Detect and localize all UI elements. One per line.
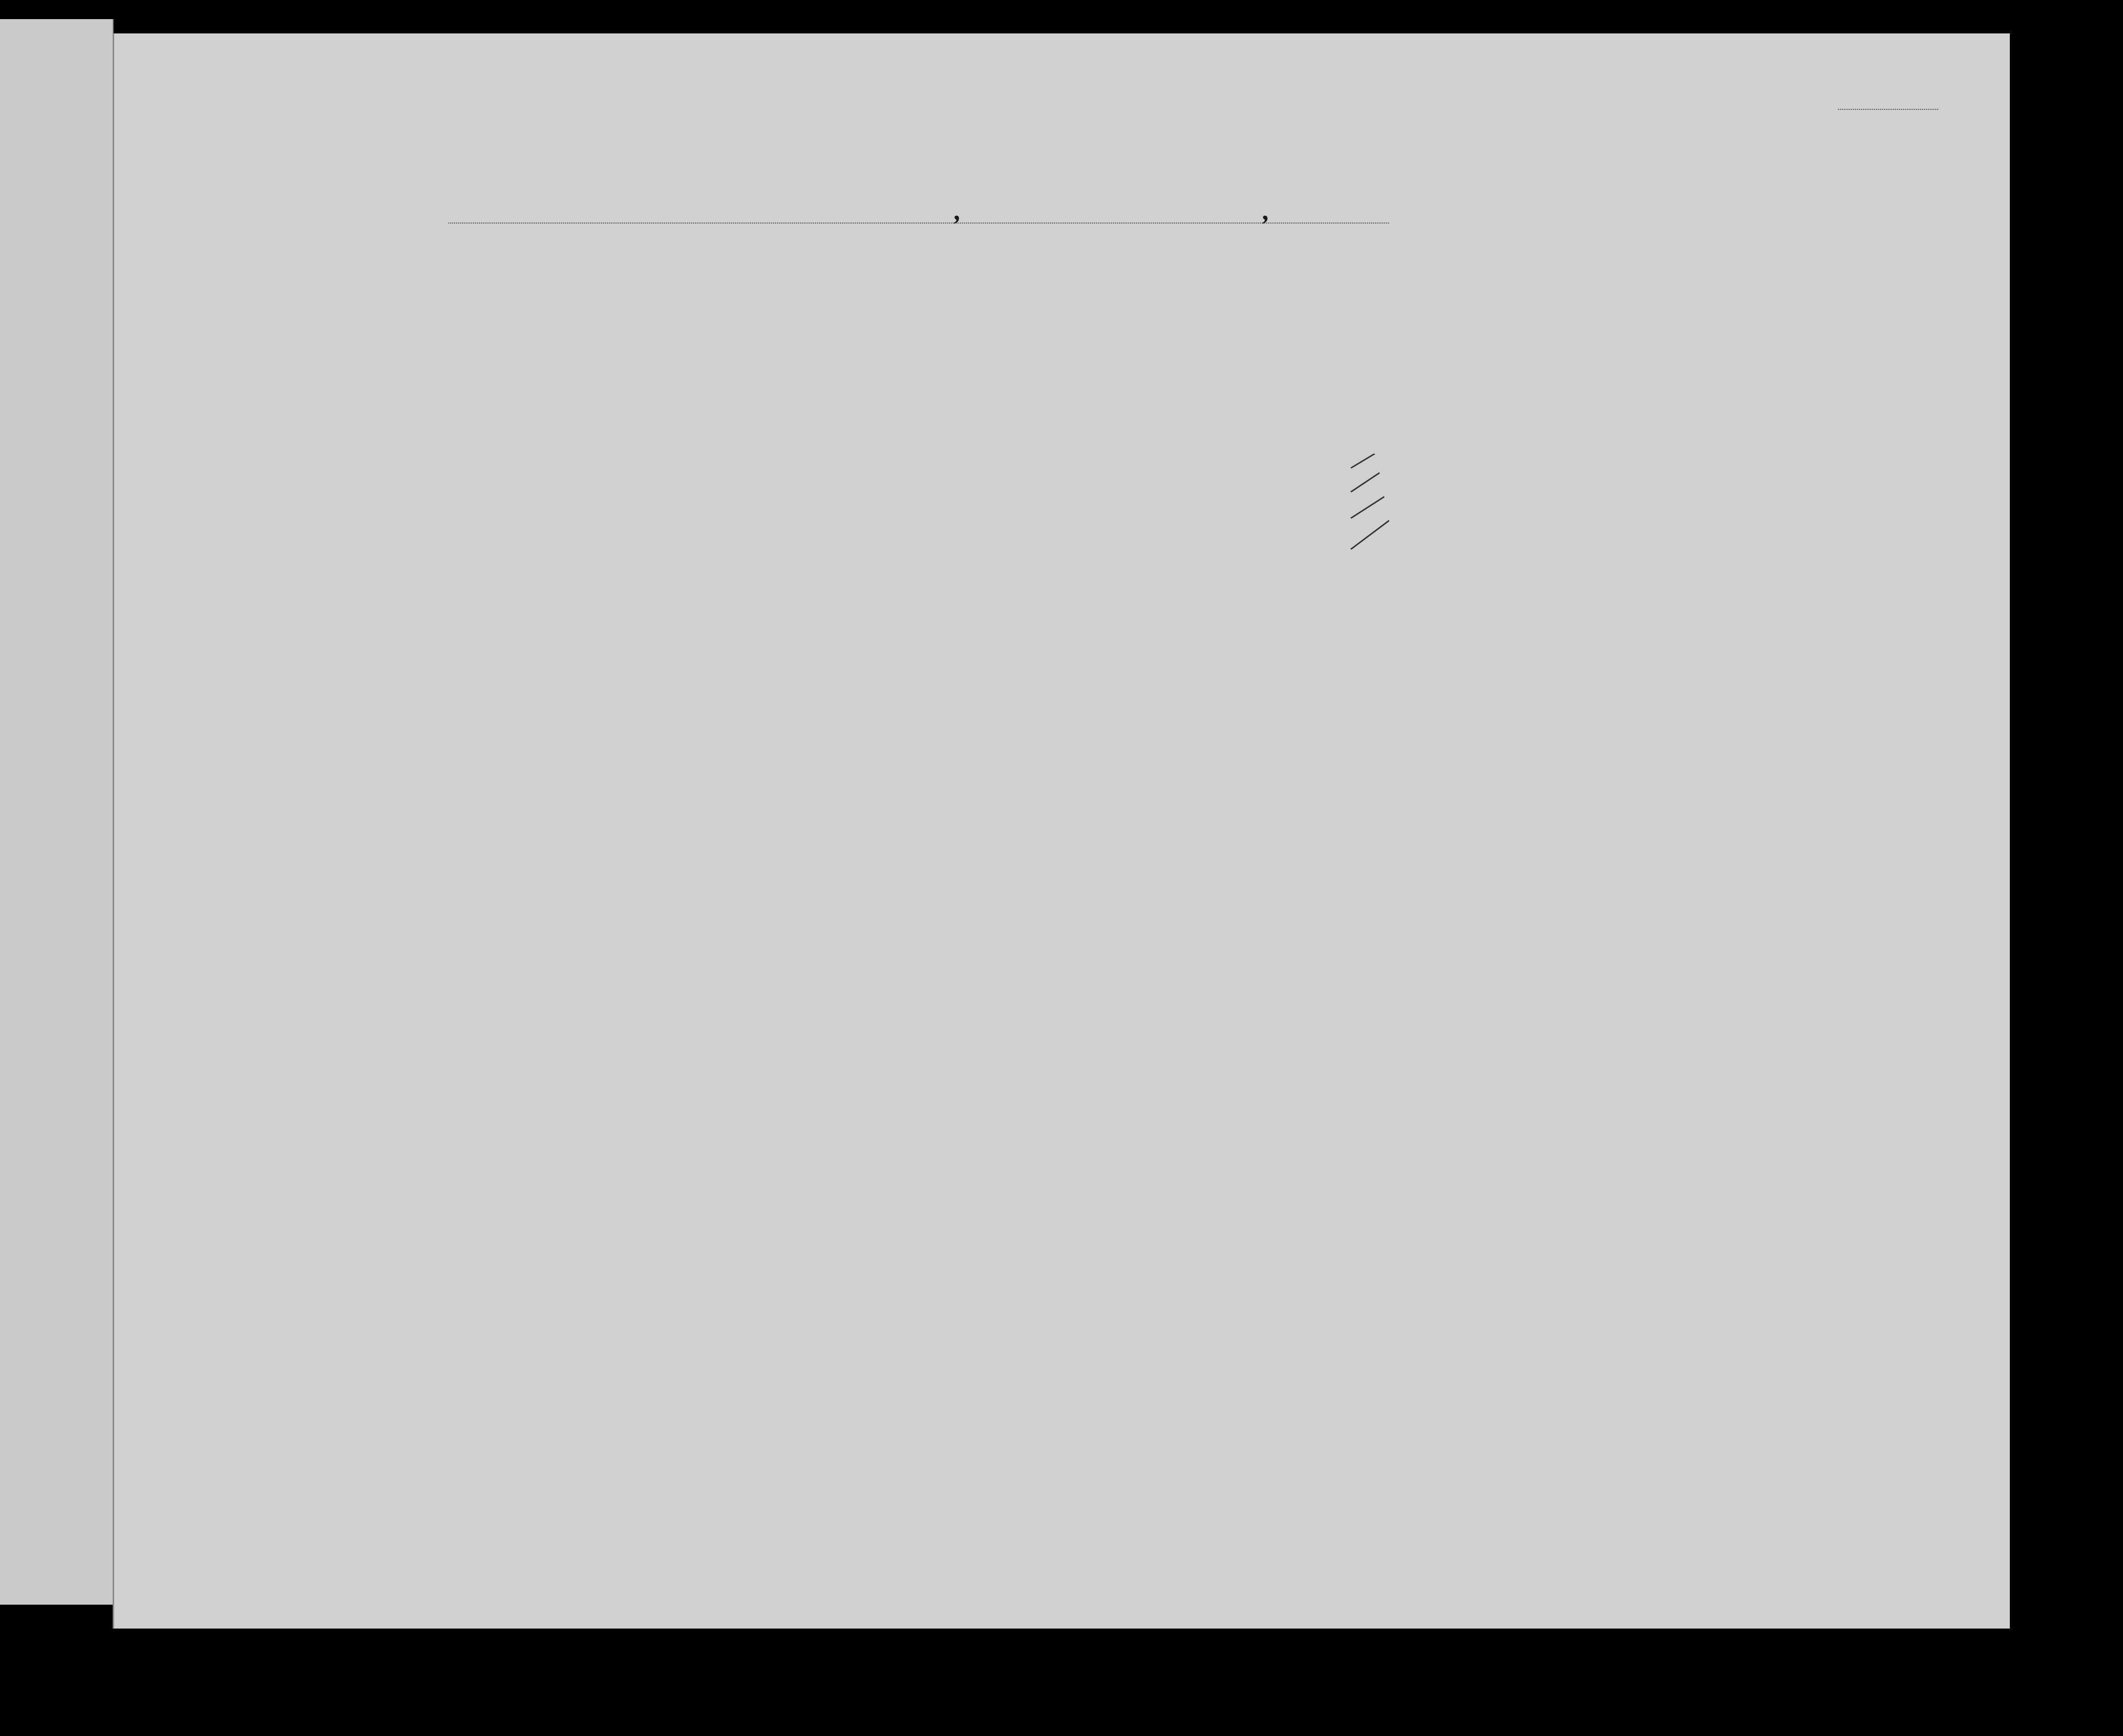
header-fifty [779,287,801,425]
header-inches [1830,382,1845,425]
header-overthrow [1552,291,1600,425]
header-anarchist [1530,291,1547,425]
header-purpose-return [1362,320,1397,425]
arriving-line [448,223,1389,224]
header-purpose-length [1402,320,1431,425]
comma-2: , [1263,196,1270,226]
header-excluded [1646,291,1668,425]
manifest-grid [114,33,2010,1629]
header-ticket [672,287,691,425]
comma-1: , [955,196,961,226]
header-purpose-citizen [1437,320,1465,425]
previous-page-fragment [0,19,114,1605]
header-feet [1812,382,1826,425]
header-offer [1606,291,1642,425]
header-prison [1470,291,1502,425]
list-label-underline [1838,109,1938,110]
manifest-sheet [113,33,2010,1629]
check-marks [1346,454,1432,559]
header-arrested [1671,291,1693,425]
header-polygamist [1507,291,1524,425]
